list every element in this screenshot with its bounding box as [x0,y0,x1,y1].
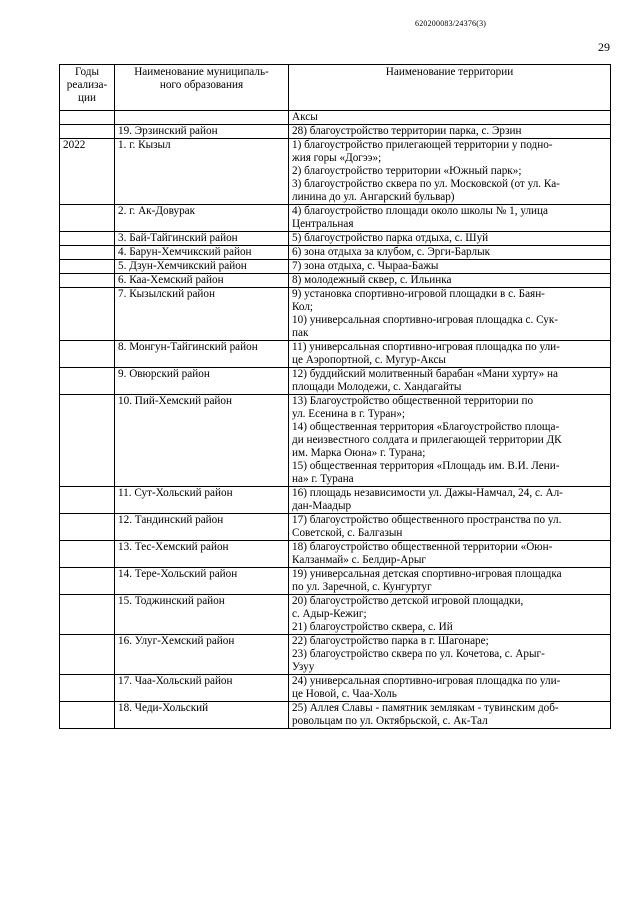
municipality-cell: 17. Чаа-Хольский район [115,675,289,702]
column-header-line: ции [78,92,96,104]
territory-line: 10) универсальная спортивно-игровая площадка с. Сук- [292,314,559,326]
municipality-cell: 9. Овюрский район [115,368,289,395]
territory-line: на» г. Турана [292,473,354,485]
territory-line: 20) благоустройство детской игровой площадки, [292,595,524,607]
year-cell [60,541,115,568]
year-cell [60,288,115,341]
territory-line: 23) благоустройство сквера по ул. Кочетова, с. Арыг- [292,648,545,660]
territory-cell [289,139,611,205]
municipality-cell: 16. Улуг-Хемский район [115,635,289,675]
year-cell [60,675,115,702]
table-row [60,111,611,125]
table-row [60,232,611,246]
year-cell [60,111,115,125]
territory-cell [289,635,611,675]
territory-line: линина до ул. Ангарский бульвар) [292,191,455,203]
territory-line: с. Адыр-Кежиг; [292,608,367,620]
table-row [60,125,611,139]
municipality-cell: 6. Каа-Хемский район [115,274,289,288]
territory-cell [289,111,611,125]
municipality-cell: 8. Монгун-Тайгинский район [115,341,289,368]
territory-cell [289,487,611,514]
territory-line: жия горы «Догээ»; [292,152,382,164]
territory-line: 16) площадь независимости ул. Дажы-Намчал, 24, с. Ал- [292,487,563,499]
municipality-cell: 7. Кызылский район [115,288,289,341]
table-row [60,288,611,341]
column-header-line: реализа- [66,79,108,91]
year-cell [60,368,115,395]
territory-line: 9) установка спортивно-игровой площадки в с. Баян- [292,288,545,300]
territory-line: 14) общественная территория «Благоустройство площа- [292,421,560,433]
territory-line: Кол; [292,301,314,313]
municipality-cell [115,111,289,125]
municipality-cell: 19. Эрзинский район [115,125,289,139]
territory-cell [289,702,611,729]
column-header-line: ного образования [159,79,244,91]
municipality-cell: 12. Тандинский район [115,514,289,541]
territory-line: 15) общественная территория «Площадь им. В.И. Лени- [292,460,560,472]
territory-cell [289,246,611,260]
territory-line: ровольцам по ул. Октябрьской, с. Ак-Тал [292,715,488,727]
territory-line: це Аэропортной, с. Мугур-Аксы [292,354,446,366]
territory-cell [289,341,611,368]
territory-line: пак [292,327,309,339]
table-row [60,368,611,395]
territory-line: ул. Есенина в г. Туран»; [292,408,406,420]
table-row [60,514,611,541]
year-cell [60,487,115,514]
territory-line: 24) универсальная спортивно-игровая площадка по ули- [292,675,561,687]
municipality-cell: 18. Чеди-Хольский [115,702,289,729]
territory-line: по ул. Заречной, с. Кунгуртуг [292,581,432,593]
year-cell [60,514,115,541]
territory-line: им. Марка Оюна» г. Турана; [292,447,426,459]
municipality-cell: 5. Дзун-Хемчикский район [115,260,289,274]
table-row [60,341,611,368]
territory-line: 6) зона отдыха за клубом, с. Эрги-Барлык [292,246,491,258]
municipality-cell: 2. г. Ак-Довурак [115,205,289,232]
territory-line: площади Молодежи, с. Хандагайты [292,381,462,393]
territory-cell [289,125,611,139]
territory-cell [289,288,611,341]
table-body [60,111,611,729]
territory-cell [289,675,611,702]
territory-line: 5) благоустройство парка отдыха, с. Шуй [292,232,489,244]
territory-line: Узуу [292,661,315,673]
territory-line: 12) буддийский молитвенный барабан «Мани хурту» на [292,368,558,380]
column-header-territory [289,65,611,111]
territory-cell [289,514,611,541]
territory-cell [289,568,611,595]
table-row [60,675,611,702]
table-row [60,274,611,288]
territory-line: 4) благоустройство площади около школы № 1, улица [292,205,548,217]
document-number: 620200083/24376(3) [415,19,487,28]
municipality-cell: 11. Сут-Хольский район [115,487,289,514]
year-cell [60,595,115,635]
territory-line: 3) благоустройство сквера по ул. Московской (от ул. Ка- [292,178,560,190]
territory-cell [289,232,611,246]
year-cell [60,702,115,729]
table-row [60,395,611,487]
municipality-cell: 13. Тес-Хемский район [115,541,289,568]
territory-cell [289,260,611,274]
territory-cell [289,595,611,635]
territory-line: Калзанмай» с. Белдир-Арыг [292,554,426,566]
year-cell [60,232,115,246]
table-row [60,635,611,675]
territory-cell [289,205,611,232]
year-cell [60,260,115,274]
table-row [60,205,611,232]
municipality-cell: 15. Тоджинский район [115,595,289,635]
territory-line: ди неизвестного солдата и прилегающей территории ДК [292,434,562,446]
municipality-cell: 10. Пий-Хемский район [115,395,289,487]
year-cell [60,246,115,260]
municipality-cell: 1. г. Кызыл [115,139,289,205]
table-row [60,568,611,595]
table-row [60,487,611,514]
territory-line: 17) благоустройство общественного пространства по ул. [292,514,562,526]
column-header-line: Годы [75,66,99,78]
table-header-row [60,65,611,111]
territory-line: 8) молодежный сквер, с. Ильинка [292,274,452,286]
territory-line: 18) благоустройство общественной территории «Оюн- [292,541,553,553]
year-cell: 2022 [60,139,115,205]
territories-table [59,64,611,729]
table-row [60,702,611,729]
territory-line: 2) благоустройство территории «Южный парк»; [292,165,522,177]
territory-line: 13) Благоустройство общественной территории по [292,395,534,407]
territory-line: 21) благоустройство сквера, с. Ий [292,621,453,633]
year-cell [60,125,115,139]
column-header-line: Наименование муниципаль- [134,66,269,78]
column-header-years [60,65,115,111]
municipality-cell: 14. Тере-Хольский район [115,568,289,595]
year-cell [60,341,115,368]
territory-cell [289,274,611,288]
year-cell [60,395,115,487]
territory-line: 22) благоустройство парка в г. Шагонаре; [292,635,489,647]
territory-line: 19) универсальная детская спортивно-игровая площадка [292,568,562,580]
page-number: 29 [598,40,610,54]
table-row [60,260,611,274]
table-row [60,139,611,205]
territory-line: 1) благоустройство прилегающей территории у подно- [292,139,553,151]
territory-line: 25) Аллея Славы - памятник землякам - тувинским доб- [292,702,559,714]
year-cell [60,205,115,232]
territory-line: 7) зона отдыха, с. Чыраа-Бажы [292,260,439,272]
municipality-cell: 3. Бай-Тайгинский район [115,232,289,246]
year-cell [60,635,115,675]
territory-line: 28) благоустройство территории парка, с. Эрзин [292,125,522,137]
territory-line: 11) универсальная спортивно-игровая площадка по ули- [292,341,560,353]
year-cell [60,568,115,595]
territory-line: дан-Маадыр [292,500,352,512]
year-cell [60,274,115,288]
territory-line: Центральная [292,218,354,230]
territory-line: Аксы [292,111,318,123]
column-header-line: Наименование территории [385,66,514,78]
territory-cell [289,368,611,395]
municipality-cell: 4. Барун-Хемчикский район [115,246,289,260]
territory-cell [289,541,611,568]
territory-cell [289,395,611,487]
territory-line: Советской, с. Балгазын [292,527,403,539]
territory-line: це Новой, с. Чаа-Холь [292,688,397,700]
column-header-municipality [115,65,289,111]
table-row [60,541,611,568]
table-row [60,595,611,635]
table-row [60,246,611,260]
